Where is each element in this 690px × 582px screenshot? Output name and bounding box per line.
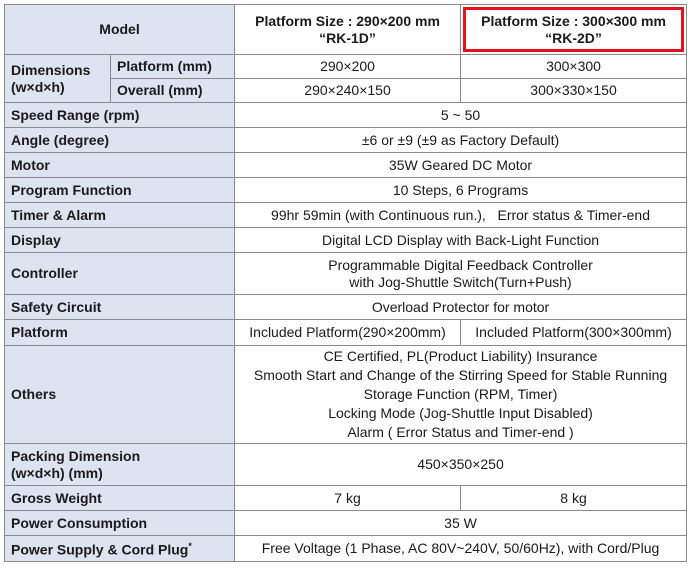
model-rk2d-header xyxy=(461,5,687,55)
platform-rk2d: Included Platform(300×300mm) xyxy=(461,320,687,346)
safety-row xyxy=(5,295,687,320)
dimensions-label: Dimensions (w×d×h) xyxy=(5,55,111,103)
others-value: CE Certified, PL(Product Liability) Insurance Smooth Start and Change of the Stirring Speed for Stable Running Storage Function (RPM, Timer) Locking Mode (Jog-Shuttle Input Disabled) Alarm ( Error Status and Timer-end ) xyxy=(235,346,687,444)
gross-rk1d: 7 kg xyxy=(235,486,461,511)
platform-row xyxy=(5,320,687,346)
safety-value: Overload Protector for motor xyxy=(235,295,687,320)
controller-row xyxy=(5,253,687,295)
display-row xyxy=(5,228,687,253)
rk1d-name: “RK-1D” xyxy=(319,29,376,46)
angle-value: ±6 or ±9 (±9 as Factory Default) xyxy=(235,128,687,153)
motor-value: 35W Geared DC Motor xyxy=(235,153,687,178)
controller-label: Controller xyxy=(5,253,235,295)
gross-row xyxy=(5,486,687,511)
overall-mm-rk1d: 290×240×150 xyxy=(235,79,461,103)
packing-row xyxy=(5,444,687,486)
model-rk1d-header xyxy=(235,5,461,55)
model-header: Model xyxy=(5,5,235,55)
dimensions-platform-row xyxy=(5,55,687,79)
power-label: Power Consumption xyxy=(5,511,235,536)
spec-table xyxy=(4,4,687,562)
header-row xyxy=(5,5,687,55)
supply-label: Power Supply & Cord Plug* xyxy=(5,536,235,562)
rk2d-size: Platform Size : 300×300 mm xyxy=(481,12,666,29)
gross-rk2d: 8 kg xyxy=(461,486,687,511)
rk2d-name: “RK-2D” xyxy=(545,29,602,46)
supply-row xyxy=(5,536,687,562)
packing-value: 450×350×250 xyxy=(235,444,687,486)
speed-value: 5 ~ 50 xyxy=(235,103,687,128)
program-label: Program Function xyxy=(5,178,235,203)
angle-label: Angle (degree) xyxy=(5,128,235,153)
overall-mm-rk2d: 300×330×150 xyxy=(461,79,687,103)
platform-mm-label: Platform (mm) xyxy=(111,55,235,79)
rk1d-size: Platform Size : 290×200 mm xyxy=(255,12,440,29)
supply-value: Free Voltage (1 Phase, AC 80V~240V, 50/60Hz), with Cord/Plug xyxy=(235,536,687,562)
display-label: Display xyxy=(5,228,235,253)
timer-row xyxy=(5,203,687,228)
power-row xyxy=(5,511,687,536)
gross-label: Gross Weight xyxy=(5,486,235,511)
program-row xyxy=(5,178,687,203)
packing-label: Packing Dimension (w×d×h) (mm) xyxy=(5,444,235,486)
others-row xyxy=(5,346,687,444)
angle-row xyxy=(5,128,687,153)
platform-mm-rk1d: 290×200 xyxy=(235,55,461,79)
overall-mm-label: Overall (mm) xyxy=(111,79,235,103)
platform-mm-rk2d: 300×300 xyxy=(461,55,687,79)
timer-label: Timer & Alarm xyxy=(5,203,235,228)
platform-label: Platform xyxy=(5,320,235,346)
motor-label: Motor xyxy=(5,153,235,178)
speed-row xyxy=(5,103,687,128)
footnote-mark: * xyxy=(188,541,192,552)
platform-rk1d: Included Platform(290×200mm) xyxy=(235,320,461,346)
safety-label: Safety Circuit xyxy=(5,295,235,320)
display-value: Digital LCD Display with Back-Light Function xyxy=(235,228,687,253)
timer-value: 99hr 59min (with Continuous run.), Error status & Timer-end xyxy=(235,203,687,228)
power-value: 35 W xyxy=(235,511,687,536)
program-value: 10 Steps, 6 Programs xyxy=(235,178,687,203)
others-label: Others xyxy=(5,346,235,444)
controller-value: Programmable Digital Feedback Controller with Jog-Shuttle Switch(Turn+Push) xyxy=(235,253,687,295)
speed-label: Speed Range (rpm) xyxy=(5,103,235,128)
motor-row xyxy=(5,153,687,178)
